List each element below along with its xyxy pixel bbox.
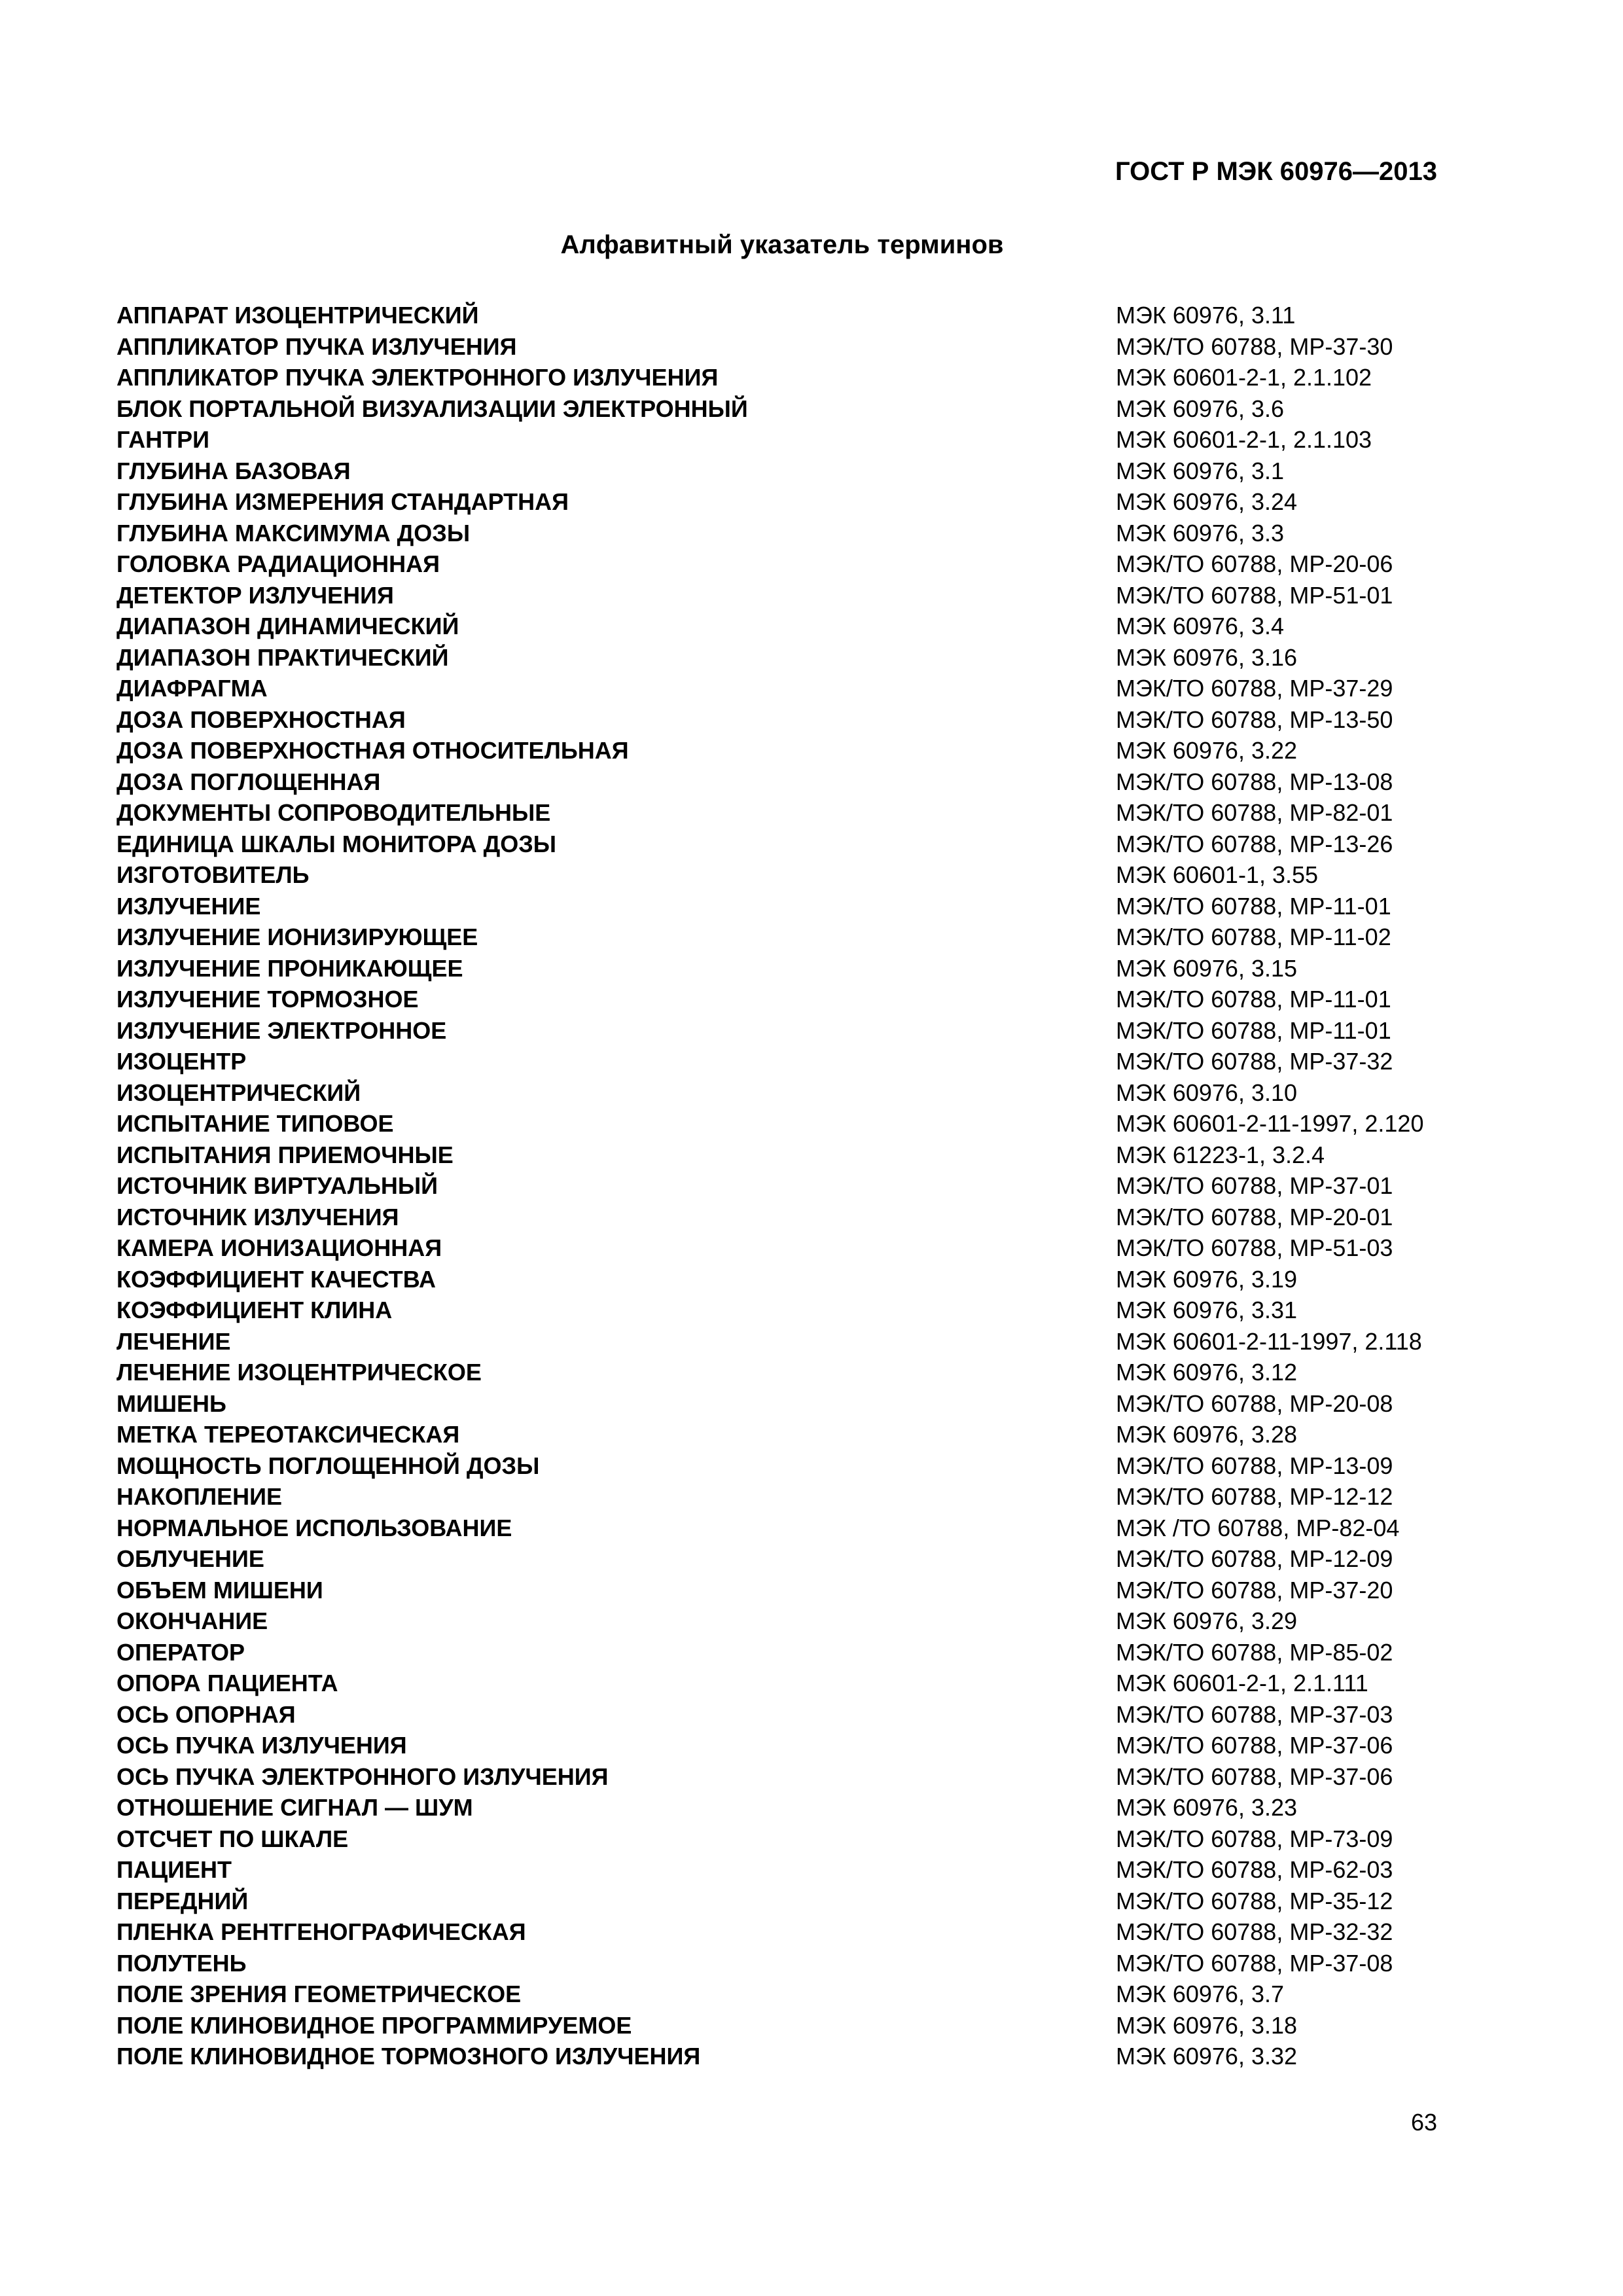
index-term: ГЛУБИНА БАЗОВАЯ bbox=[116, 457, 351, 484]
index-reference: МЭК 60976, 3.24 bbox=[1116, 488, 1298, 515]
index-entry bbox=[116, 1108, 1458, 1139]
index-reference: МЭК/ТО 60788, МР-32-32 bbox=[1116, 1918, 1393, 1945]
index-entry bbox=[116, 1295, 1458, 1326]
index-entry bbox=[116, 424, 1458, 456]
index-entry bbox=[116, 1264, 1458, 1295]
index-reference: МЭК 60976, 3.22 bbox=[1116, 737, 1298, 764]
index-entry bbox=[116, 829, 1458, 860]
index-entry bbox=[116, 1388, 1458, 1420]
index-reference: МЭК/ТО 60788, МР-20-06 bbox=[1116, 550, 1393, 577]
index-term: МОЩНОСТЬ ПОГЛОЩЕННОЙ ДОЗЫ bbox=[116, 1452, 540, 1479]
index-term: КОЭФФИЦИЕНТ КАЧЕСТВА bbox=[116, 1265, 436, 1293]
index-reference: МЭК/ТО 60788, МР-13-50 bbox=[1116, 706, 1393, 733]
index-term: НОРМАЛЬНОЕ ИСПОЛЬЗОВАНИЕ bbox=[116, 1514, 512, 1541]
page-title: Алфавитный указатель терминов bbox=[560, 230, 1004, 259]
index-term: ГАНТРИ bbox=[116, 426, 210, 453]
index-term: ИЗЛУЧЕНИЕ ПРОНИКАЮЩЕЕ bbox=[116, 954, 463, 982]
index-term: АППЛИКАТОР ПУЧКА ИЗЛУЧЕНИЯ bbox=[116, 332, 517, 360]
index-reference: МЭК/ТО 60788, МР-13-26 bbox=[1116, 830, 1393, 857]
index-term: ДОЗА ПОВЕРХНОСТНАЯ ОТНОСИТЕЛЬНАЯ bbox=[116, 737, 629, 764]
index-entry bbox=[116, 1854, 1458, 1886]
index-entry bbox=[116, 735, 1458, 766]
index-reference: МЭК/ТО 60788, МР-82-01 bbox=[1116, 799, 1393, 826]
index-term: ГОЛОВКА РАДИАЦИОННАЯ bbox=[116, 550, 440, 577]
index-term: МЕТКА ТЕРЕОТАКСИЧЕСКАЯ bbox=[116, 1421, 460, 1448]
index-entry bbox=[116, 1792, 1458, 1823]
index-reference: МЭК 60976, 3.15 bbox=[1116, 954, 1298, 982]
index-reference: МЭК/ТО 60788, МР-37-01 bbox=[1116, 1172, 1393, 1199]
index-reference: МЭК/ТО 60788, МР-37-03 bbox=[1116, 1700, 1393, 1728]
index-term: ИЗЛУЧЕНИЕ ЭЛЕКТРОННОЕ bbox=[116, 1016, 447, 1044]
index-entry bbox=[116, 1979, 1458, 2010]
index-entry bbox=[116, 1077, 1458, 1109]
index-entry bbox=[116, 1699, 1458, 1731]
index-term: ГЛУБИНА ИЗМЕРЕНИЯ СТАНДАРТНАЯ bbox=[116, 488, 569, 515]
index-reference: МЭК 60976, 3.12 bbox=[1116, 1359, 1298, 1386]
index-reference: МЭК 60976, 3.19 bbox=[1116, 1265, 1298, 1293]
index-entry bbox=[116, 953, 1458, 984]
index-reference: МЭК/ТО 60788, МР-37-20 bbox=[1116, 1576, 1393, 1604]
index-reference: МЭК/ТО 60788, МР-12-09 bbox=[1116, 1545, 1393, 1572]
index-entry bbox=[116, 766, 1458, 798]
index-reference: МЭК/ТО 60788, МР-11-01 bbox=[1116, 1016, 1391, 1044]
index-entry bbox=[116, 1761, 1458, 1793]
index-reference: МЭК/ТО 60788, МР-37-29 bbox=[1116, 675, 1393, 702]
index-reference: МЭК 61223-1, 3.2.4 bbox=[1116, 1141, 1325, 1168]
index-entry bbox=[116, 984, 1458, 1015]
index-term: ДОЗА ПОГЛОЩЕННАЯ bbox=[116, 768, 381, 795]
index-reference: МЭК/ТО 60788, МР-13-08 bbox=[1116, 768, 1393, 795]
index-reference: МЭК 60976, 3.23 bbox=[1116, 1794, 1298, 1821]
index-entry bbox=[116, 1823, 1458, 1855]
index-entry bbox=[116, 1605, 1458, 1637]
index-reference: МЭК 60976, 3.16 bbox=[1116, 643, 1298, 671]
index-term: ГЛУБИНА МАКСИМУМА ДОЗЫ bbox=[116, 519, 471, 547]
index-term: ИСТОЧНИК ВИРТУАЛЬНЫЙ bbox=[116, 1172, 438, 1199]
index-entry bbox=[116, 1575, 1458, 1606]
index-reference: МЭК 60976, 3.7 bbox=[1116, 1981, 1284, 2007]
index-reference: МЭК/ТО 60788, МР-20-08 bbox=[1116, 1390, 1393, 1417]
index-term: ДИАПАЗОН ПРАКТИЧЕСКИЙ bbox=[116, 643, 449, 671]
index-entry bbox=[116, 1357, 1458, 1388]
index-term: ИЗОЦЕНТР bbox=[116, 1048, 247, 1075]
index-term: ИСПЫТАНИЕ ТИПОВОЕ bbox=[116, 1110, 394, 1137]
index-term: ИЗЛУЧЕНИЕ ТОРМОЗНОЕ bbox=[116, 986, 419, 1013]
index-term: ОПОРА ПАЦИЕНТА bbox=[116, 1670, 338, 1696]
index-term: ПОЛЕ ЗРЕНИЯ ГЕОМЕТРИЧЕСКОЕ bbox=[116, 1981, 522, 2007]
index-term: ИСТОЧНИК ИЗЛУЧЕНИЯ bbox=[116, 1203, 399, 1230]
index-reference: МЭК/ТО 60788, МР-11-01 bbox=[1116, 892, 1391, 920]
index-entry bbox=[116, 1513, 1458, 1544]
index-reference: МЭК/ТО 60788, МР-37-30 bbox=[1116, 332, 1393, 360]
index-term: АППАРАТ ИЗОЦЕНТРИЧЕСКИЙ bbox=[116, 302, 479, 329]
index-reference: МЭК 60601-2-1, 2.1.111 bbox=[1116, 1670, 1368, 1696]
index-entry bbox=[116, 486, 1458, 518]
index-reference: МЭК 60601-2-11-1997, 2.120 bbox=[1116, 1110, 1424, 1137]
index-entry bbox=[116, 2010, 1458, 2041]
index-reference: МЭК 60976, 3.4 bbox=[1116, 613, 1284, 639]
index-entry bbox=[116, 1139, 1458, 1171]
index-entry bbox=[116, 1046, 1458, 1077]
index-reference: МЭК/ТО 60788, МР-62-03 bbox=[1116, 1856, 1393, 1883]
index-entry bbox=[116, 393, 1458, 425]
index-entry bbox=[116, 1450, 1458, 1482]
index-term: ДЕТЕКТОР ИЗЛУЧЕНИЯ bbox=[116, 581, 394, 609]
index-entry bbox=[116, 331, 1458, 363]
index-reference: МЭК/ТО 60788, МР-35-12 bbox=[1116, 1887, 1393, 1914]
index-reference: МЭК 60601-2-1, 2.1.103 bbox=[1116, 426, 1372, 453]
index-entry bbox=[116, 1948, 1458, 1979]
index-reference: МЭК/ТО 60788, МР-85-02 bbox=[1116, 1638, 1393, 1666]
index-entry bbox=[116, 580, 1458, 611]
index-reference: МЭК 60976, 3.28 bbox=[1116, 1421, 1298, 1448]
index-term: ДИАФРАГМА bbox=[116, 675, 268, 702]
index-reference: МЭК 60976, 3.10 bbox=[1116, 1079, 1298, 1106]
index-term: ЕДИНИЦА ШКАЛЫ МОНИТОРА ДОЗЫ bbox=[116, 830, 557, 857]
index-reference: МЭК 60976, 3.32 bbox=[1116, 2043, 1298, 2070]
index-reference: МЭК 60601-1, 3.55 bbox=[1116, 861, 1319, 888]
index-term: АППЛИКАТОР ПУЧКА ЭЛЕКТРОННОГО ИЗЛУЧЕНИЯ bbox=[116, 364, 719, 391]
index-entry bbox=[116, 1637, 1458, 1668]
index-reference: МЭК 60976, 3.1 bbox=[1116, 457, 1284, 484]
index-entry bbox=[116, 1668, 1458, 1699]
index-reference: МЭК/ТО 60788, МР-20-01 bbox=[1116, 1203, 1393, 1230]
index-term: ПЛЕНКА РЕНТГЕНОГРАФИЧЕСКАЯ bbox=[116, 1918, 526, 1945]
index-entry bbox=[116, 2041, 1458, 2072]
index-term: ИЗЛУЧЕНИЕ ИОНИЗИРУЮЩЕЕ bbox=[116, 924, 478, 950]
index-term: ОТСЧЕТ ПО ШКАЛЕ bbox=[116, 1825, 349, 1852]
index-entry bbox=[116, 1916, 1458, 1948]
index-entry bbox=[116, 548, 1458, 580]
index-entry bbox=[116, 1481, 1458, 1513]
index-reference: МЭК/ТО 60788, МР-51-03 bbox=[1116, 1234, 1393, 1261]
index-reference: МЭК 60601-2-11-1997, 2.118 bbox=[1116, 1327, 1422, 1355]
index-entry bbox=[116, 891, 1458, 922]
index-term: ДОКУМЕНТЫ СОПРОВОДИТЕЛЬНЫЕ bbox=[116, 799, 551, 826]
index-term: ПЕРЕДНИЙ bbox=[116, 1887, 249, 1914]
index-entry bbox=[116, 642, 1458, 673]
index-entry bbox=[116, 362, 1458, 393]
index-term: ОПЕРАТОР bbox=[116, 1638, 245, 1666]
index-reference: МЭК 60976, 3.31 bbox=[1116, 1297, 1298, 1323]
index-entry bbox=[116, 797, 1458, 829]
index-term: ЛЕЧЕНИЕ ИЗОЦЕНТРИЧЕСКОЕ bbox=[116, 1359, 482, 1386]
index-entry bbox=[116, 1202, 1458, 1233]
index-entry bbox=[116, 1730, 1458, 1761]
index-term: ПАЦИЕНТ bbox=[116, 1856, 232, 1883]
index-reference: МЭК 60976, 3.3 bbox=[1116, 519, 1284, 547]
index-entry bbox=[116, 1886, 1458, 1917]
index-term: ОКОНЧАНИЕ bbox=[116, 1607, 268, 1634]
index-term: ПОЛУТЕНЬ bbox=[116, 1949, 247, 1977]
index-term: ОТНОШЕНИЕ СИГНАЛ — ШУМ bbox=[116, 1794, 473, 1821]
index-term: ОБЪЕМ МИШЕНИ bbox=[116, 1576, 323, 1604]
index-term: ОБЛУЧЕНИЕ bbox=[116, 1545, 264, 1572]
index-entry bbox=[116, 611, 1458, 642]
index-term: ИЗЛУЧЕНИЕ bbox=[116, 892, 261, 920]
index-term: ДИАПАЗОН ДИНАМИЧЕСКИЙ bbox=[116, 613, 459, 639]
page-number: 63 bbox=[1410, 2109, 1437, 2136]
index-term: ПОЛЕ КЛИНОВИДНОЕ ТОРМОЗНОГО ИЗЛУЧЕНИЯ bbox=[116, 2043, 701, 2070]
index-reference: МЭК 60976, 3.18 bbox=[1116, 2011, 1298, 2039]
index-term: НАКОПЛЕНИЕ bbox=[116, 1483, 283, 1510]
index-term: ЛЕЧЕНИЕ bbox=[116, 1327, 231, 1355]
index-reference: МЭК/ТО 60788, МР-13-09 bbox=[1116, 1452, 1393, 1479]
index-term: ИЗОЦЕНТРИЧЕСКИЙ bbox=[116, 1079, 361, 1106]
document-code: ГОСТ Р МЭК 60976—2013 bbox=[1115, 157, 1437, 186]
index-term: ПОЛЕ КЛИНОВИДНОЕ ПРОГРАММИРУЕМОЕ bbox=[116, 2011, 632, 2039]
index-entry bbox=[116, 1326, 1458, 1357]
index-entry bbox=[116, 1419, 1458, 1450]
index-reference: МЭК/ТО 60788, МР-37-06 bbox=[1116, 1763, 1393, 1790]
index-term: МИШЕНЬ bbox=[116, 1390, 226, 1417]
index-entry bbox=[116, 859, 1458, 891]
index-reference: МЭК 60976, 3.29 bbox=[1116, 1607, 1298, 1634]
index-reference: МЭК 60976, 3.6 bbox=[1116, 395, 1284, 422]
index-entry bbox=[116, 518, 1458, 549]
index-entry bbox=[116, 1170, 1458, 1202]
index-term: КОЭФФИЦИЕНТ КЛИНА bbox=[116, 1297, 393, 1323]
index-reference: МЭК/ТО 60788, МР-37-06 bbox=[1116, 1732, 1393, 1759]
index-term: ИЗГОТОВИТЕЛЬ bbox=[116, 861, 310, 888]
index-entry bbox=[116, 300, 1458, 331]
index-reference: МЭК/ТО 60788, МР-11-02 bbox=[1116, 924, 1391, 950]
index-reference: МЭК/ТО 60788, МР-11-01 bbox=[1116, 986, 1391, 1013]
index-term: ДОЗА ПОВЕРХНОСТНАЯ bbox=[116, 706, 406, 733]
index-term: КАМЕРА ИОНИЗАЦИОННАЯ bbox=[116, 1234, 442, 1261]
index-entry bbox=[116, 1015, 1458, 1047]
index-entry bbox=[116, 673, 1458, 704]
index-term: ОСЬ ПУЧКА ЭЛЕКТРОННОГО ИЗЛУЧЕНИЯ bbox=[116, 1763, 609, 1790]
index-reference: МЭК/ТО 60788, МР-51-01 bbox=[1116, 581, 1393, 609]
index-reference: МЭК 60976, 3.11 bbox=[1116, 302, 1296, 329]
index-reference: МЭК/ТО 60788, МР-73-09 bbox=[1116, 1825, 1393, 1852]
index-term: ОСЬ ОПОРНАЯ bbox=[116, 1700, 296, 1728]
index-reference: МЭК/ТО 60788, МР-37-08 bbox=[1116, 1949, 1393, 1977]
term-index-list bbox=[116, 300, 1458, 2072]
index-entry bbox=[116, 704, 1458, 736]
index-entry bbox=[116, 922, 1458, 953]
index-entry bbox=[116, 456, 1458, 487]
index-reference: МЭК/ТО 60788, МР-12-12 bbox=[1116, 1483, 1393, 1510]
index-entry bbox=[116, 1232, 1458, 1264]
index-term: БЛОК ПОРТАЛЬНОЙ ВИЗУАЛИЗАЦИИ ЭЛЕКТРОННЫЙ bbox=[116, 395, 748, 422]
index-term: ОСЬ ПУЧКА ИЗЛУЧЕНИЯ bbox=[116, 1732, 407, 1759]
index-entry bbox=[116, 1543, 1458, 1575]
index-reference: МЭК /ТО 60788, МР-82-04 bbox=[1116, 1514, 1400, 1541]
index-reference: МЭК/ТО 60788, МР-37-32 bbox=[1116, 1048, 1393, 1075]
index-reference: МЭК 60601-2-1, 2.1.102 bbox=[1116, 364, 1372, 391]
index-term: ИСПЫТАНИЯ ПРИЕМОЧНЫЕ bbox=[116, 1141, 454, 1168]
